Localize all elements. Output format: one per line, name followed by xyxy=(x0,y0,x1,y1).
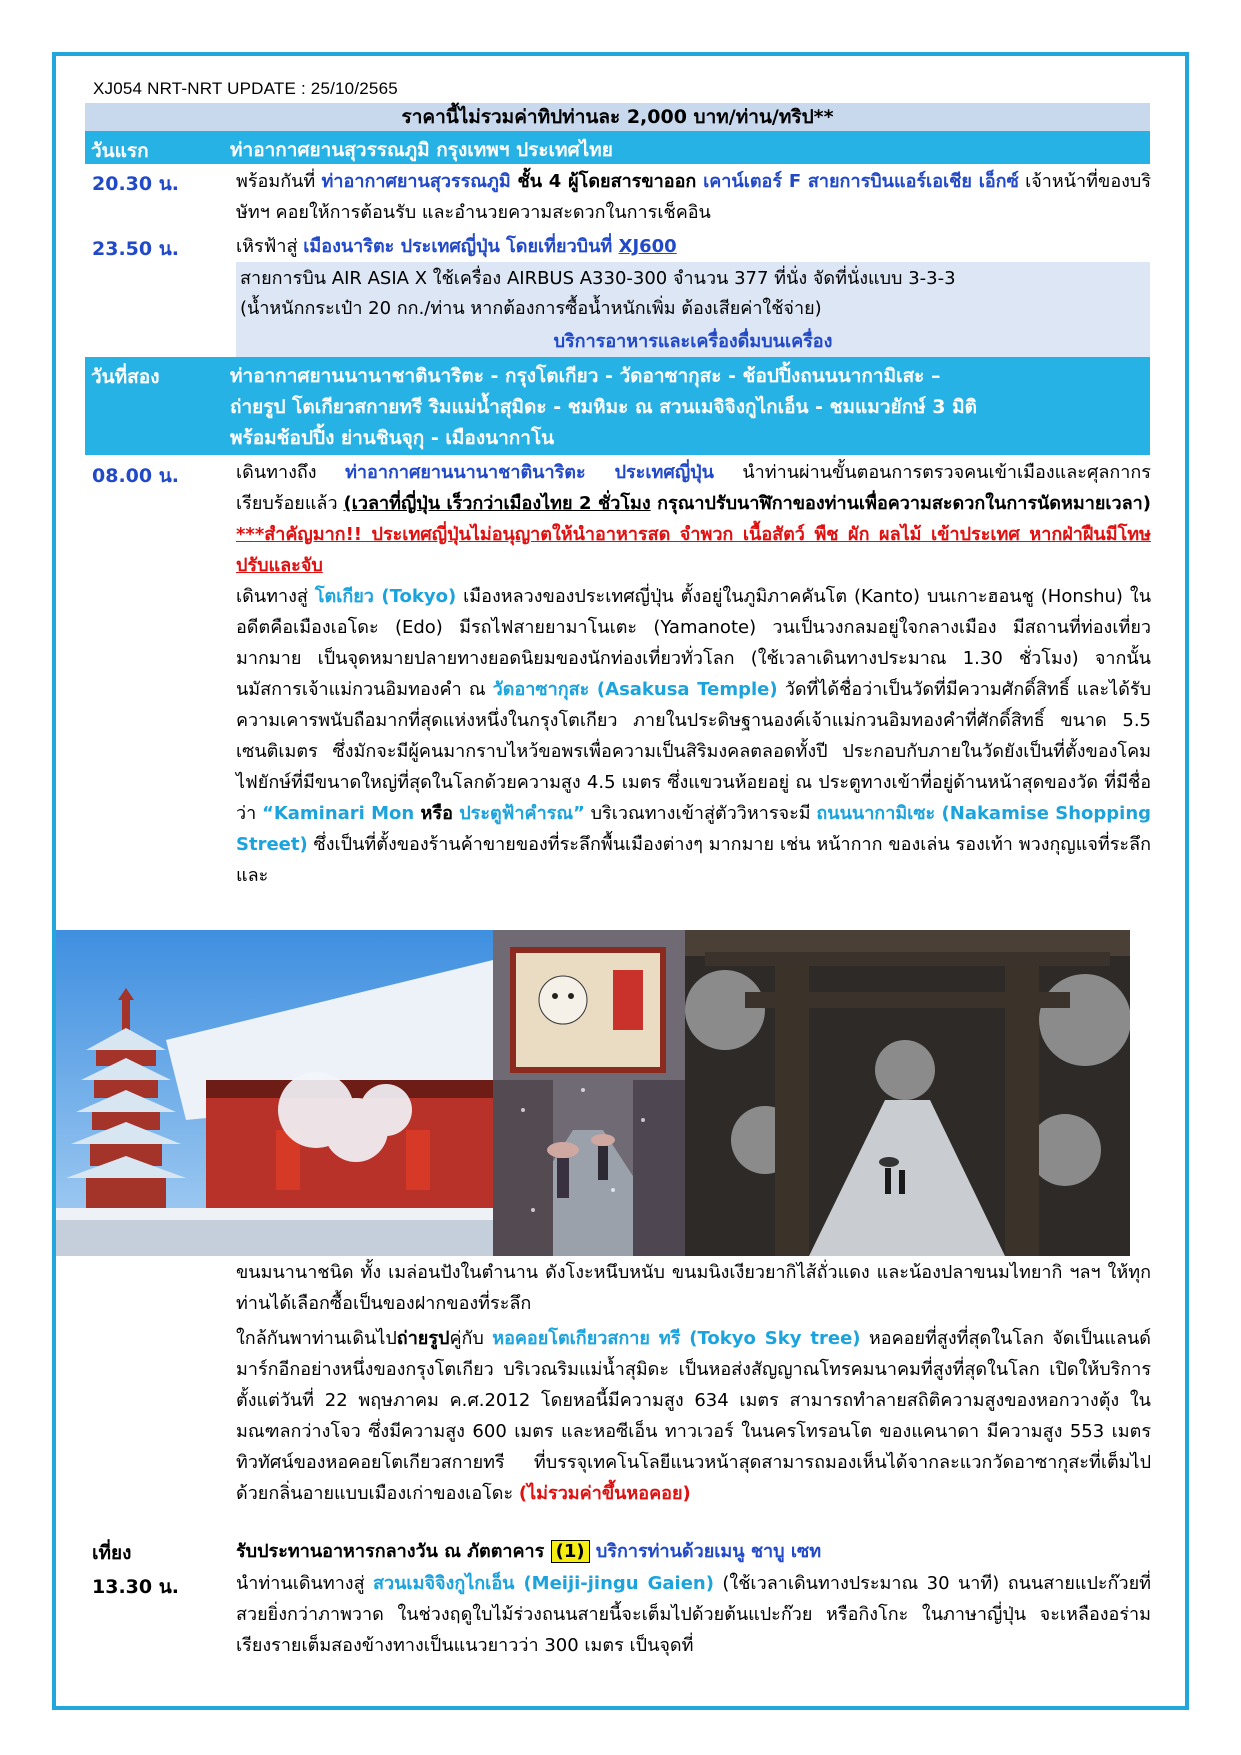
price-note-bar: ราคานี้ไม่รวมค่าทิปท่านละ 2,000 บาท/ท่าน/ทริป** xyxy=(85,103,1150,131)
meiji-gaien-name: สวนเมจิจิงกูไกเอ็น (Meiji-jingu Gaien) xyxy=(373,1573,714,1594)
meal-number-badge: (1) xyxy=(551,1540,590,1563)
day1-title: ท่าอากาศยานสุวรรณภูมิ กรุงเทพฯ ประเทศไทย xyxy=(230,139,613,161)
day2-time-2: 13.30 น. xyxy=(92,1576,179,1598)
flight-info-box xyxy=(236,262,1150,326)
text-span: เหิรฟ้าสู่ xyxy=(236,236,304,257)
time-difference-note: (เวลาที่ญี่ปุ่น เร็วกว่าเมืองไทย 2 ชั่วโมง xyxy=(343,493,651,514)
nakamise-illustration xyxy=(493,930,685,1256)
day2-para-snacks: ขนมนานาชนิด ทั้ง เมล่อนปังในตำนาน ดังโงะหนึบหนับ ขนมนิงเงียวยากิไส้ถั่วแดง และน้องปลาขนมไทยากิ ฯลฯ ให้ทุกท่านได้เลือกซื้อเป็นของฝากของที่ระลึก xyxy=(236,1262,1151,1314)
arrival-airport: ท่าอากาศยานนานาชาตินาริตะ ประเทศญี่ปุ่น xyxy=(345,462,714,483)
text-span: วัดที่ได้ชื่อว่าเป็นวัดที่มีความศักดิ์สิทธิ์ และได้รับความเคารพนับถือมากที่สุดแห่งหนึ่งในกรุงโตเกียว ภายในประดิษฐานองค์เจ้าแม่กวนอิมทองคำที่ศักดิ์สิทธิ์ ขนาด 5.5 เซนติเมตร ซึ่งมักจะมีผู้คนมากราบไหว้ขอพรเพื่อความเป็นสิริมงคลตลอดทั้งปี ประกอบกับภายในวัดยังเป็นที่ตั้งของโคมไฟยักษ์ที่มีขนาดใหญ่ที่สุดในโลกด้วยความสูง 4.5 เมตร ซึ่งแขวนห้อยอยู่ ณ ประตูทางเข้าที่อยู่ด้านหน้าสุดของวัด ที่มีชื่อว่า xyxy=(236,679,1151,824)
skytree-name: หอคอยโตเกียวสกาย ทรี (Tokyo Sky tree) xyxy=(492,1328,861,1349)
text-span: หรือ xyxy=(414,803,460,824)
day2-header xyxy=(85,357,1150,455)
page-frame xyxy=(52,52,1189,1710)
clock-adjust-note: กรุณาปรับนาฬิกาของท่านเพื่อความสะดวกในการนัดหมายเวลา) xyxy=(650,493,1152,514)
day1-para-2 xyxy=(236,231,1151,262)
day1-para-1 xyxy=(236,166,1151,228)
meiji-torii-snow-photo xyxy=(685,930,1130,1256)
text-span: หอคอยที่สูงที่สุดในโลก จัดเป็นแลนด์มาร์กอีกอย่างหนึ่งของกรุงโตเกียว บริเวณริมแม่น้ำสุมิดะ เป็นหอส่งสัญญาณโทรคมนาคมที่สูงที่สุดในโลก เปิดให้บริการตั้งแต่วันที่ 22 พฤษภาคม ค.ศ.2012 โดยหอนี้มีความสูง 634 เมตร สามารถทำลายสถิติความสูงของหอกวางตุ้ง ในมณฑลกว่างโจว ซึ่งมีความสูง 600 เมตร และหอซีเอ็น ทาวเวอร์ ในนครโทรอนโต ของแคนาดา มีความสูง 553 เมตร ทิวทัศน์ของหอคอยโตเกียวสกายทรี ที่บรรจุเทคโนโลยีแนวหน้าสุดสามารถมองเห็นได้จากละแวกวัดอาซากุสะที่เต็มไปด้วยกลิ่นอายแบบเมืองเก่าของเอโดะ xyxy=(236,1328,1151,1504)
destination: เมืองนาริตะ ประเทศญี่ปุ่น โดยเที่ยวบินที่ xyxy=(303,236,619,257)
kaminari-mon: “Kaminari Mon xyxy=(261,803,415,824)
day2-title xyxy=(230,361,1142,454)
day2-lunch xyxy=(236,1536,1151,1567)
text-span: คู่กับ xyxy=(449,1328,493,1349)
text-span: เดินทางถึง xyxy=(236,462,346,483)
asakusa-illustration xyxy=(56,930,493,1256)
thunder-gate: ประตูฟ้าคำรณ” xyxy=(459,803,585,824)
in-flight-meal: บริการอาหารและเครื่องดื่มบนเครื่อง xyxy=(236,326,1150,357)
flight-number: XJ600 xyxy=(618,236,677,257)
lunch-menu: บริการท่านด้วยเมนู ชาบู เซท xyxy=(589,1541,822,1562)
text-span: (ใช้เวลาเดินทางประมาณ 30 นาที) ถนนสายแปะก๊วยที่สวยยิ่งกว่าภาพวาด ในช่วงฤดูใบไม้ร่วงถนนสายนี้จะเต็มไปด้วยต้นแปะก๊วย หรือกิงโกะ ในภาษาญี่ปุ่น จะเหลืองอร่ามเรียงรายเต็มสองข้างทางเป็นแนวยาวว่า 300 เมตร เป็นจุดที่ xyxy=(236,1573,1151,1656)
day2-title-line-3: พร้อมช้อปปิ้ง ย่านชินจุกุ - เมืองนากาโน xyxy=(230,427,555,449)
text-span: พร้อมกันที่ xyxy=(236,171,322,192)
tower-fee-note: (ไม่รวมค่าขึ้นหอคอย) xyxy=(518,1483,691,1504)
day2-title-line-1: ท่าอากาศยานนานาชาตินาริตะ - กรุงโตเกียว - วัดอาซากุสะ - ช้อปปิ้งถนนนากามิเสะ – xyxy=(230,365,941,387)
day2-para-tokyo xyxy=(236,581,1151,891)
day1-time-2: 23.50 น. xyxy=(92,238,179,260)
text-span: นำท่านผ่านขั้นตอนการตรวจคนเข้าเมืองและศุลกากร เรียบร้อยแล้ว xyxy=(236,462,1151,514)
day2-title-line-2: ถ่ายรูป โตเกียวสกายทรี ริมแม่น้ำสุมิดะ - ชมหิมะ ณ สวนเมจิจิงกูไกเอ็น - ชมแมวยักษ์ 3 มิติ xyxy=(230,396,977,418)
asakusa-temple-snow-photo xyxy=(56,930,493,1256)
counter-info: เคาน์เตอร์ F สายการบินแอร์เอเชีย เอ็กซ์ xyxy=(703,171,1019,192)
day2-para-arrival xyxy=(236,457,1151,581)
floor-info: ชั้น 4 ผู้โดยสารขาออก xyxy=(510,171,704,192)
text-span: เจ้าหน้าที่ของบริษัทฯ คอยให้การต้อนรับ และอำนวยความสะดวกในการเช็คอิน xyxy=(236,171,1152,223)
lunch-time: เที่ยง xyxy=(92,1542,132,1564)
flight-info-line-1: สายการบิน AIR ASIA X ใช้เครื่อง AIRBUS A330-300 จำนวน 377 ที่นั่ง จัดที่นั่งแบบ 3-3-3 xyxy=(240,268,956,289)
day1-time-1: 20.30 น. xyxy=(92,173,179,195)
food-import-warning: ***สำคัญมาก!! ประเทศญี่ปุ่นไม่อนุญาตให้นำอาหารสด จำพวก เนื้อสัตว์ พืช ผัก ผลไม้ เข้าประเทศ หากฝ่าฝืนมีโทษปรับและจับ xyxy=(236,524,1151,576)
text-span: ซึ่งเป็นที่ตั้งของร้านค้าขายของที่ระลึกพื้นเมืองต่างๆ มากมาย เช่น หน้ากาก ของเล่น รองเท้า พวงกุญแจที่ระลึก และ xyxy=(236,834,1151,886)
document-code: XJ054 NRT-NRT UPDATE : 25/10/2565 xyxy=(93,79,398,98)
asakusa-name: วัดอาซากุสะ (Asakusa Temple) xyxy=(492,679,778,700)
day2-time-1: 08.00 น. xyxy=(92,465,179,487)
text-span: เดินทางสู่ xyxy=(236,586,315,607)
day1-header xyxy=(85,131,1150,164)
tokyo-name: โตเกียว (Tokyo) xyxy=(314,586,457,607)
airport-name: ท่าอากาศยานสุวรรณภูมิ xyxy=(321,171,511,192)
text-span: นำท่านเดินทางสู่ xyxy=(236,1573,374,1594)
day1-label: วันแรก xyxy=(91,140,149,162)
day2-para-skytree xyxy=(236,1323,1151,1509)
nakamise-street-snow-photo xyxy=(493,930,685,1256)
text-span: บริเวณทางเข้าสู่ตัววิหารจะมี xyxy=(584,803,817,824)
nakamise-name: ถนนนากามิเซะ (Nakamise Shopping Street) xyxy=(236,803,1152,855)
day2-label: วันที่สอง xyxy=(91,366,160,388)
torii-illustration xyxy=(685,930,1130,1256)
text-span: ใกล้กันพาท่านเดินไป xyxy=(236,1328,397,1349)
text-span: เมืองหลวงของประเทศญี่ปุ่น ตั้งอยู่ในภูมิภาคคันโต (Kanto) บนเกาะฮอนชู (Honshu) ในอดีตคือเมืองเอโดะ (Edo) มีรถไฟสายยามาโนเตะ (Yamanote) วนเป็นวงกลมอยู่ใจกลางเมือง มีสถานที่ท่องเที่ยวมากมาย เป็นจุดหมายปลายทางยอดนิยมของนักท่องเที่ยวทั่วโลก (ใช้เวลาเดินทางประมาณ 1.30 ชั่วโมง) จากนั้นนมัสการเจ้าแม่กวนอิมทองคำ ณ xyxy=(236,586,1151,700)
flight-info-line-2: (น้ำหนักกระเป๋า 20 กก./ท่าน หากต้องการซื้อน้ำหนักเพิ่ม ต้องเสียค่าใช้จ่าย) xyxy=(240,298,822,319)
lunch-text: รับประทานอาหารกลางวัน ณ ภัตตาคาร xyxy=(236,1541,551,1562)
day2-para-meiji xyxy=(236,1568,1151,1661)
photo-word: ถ่ายรูป xyxy=(396,1328,450,1349)
